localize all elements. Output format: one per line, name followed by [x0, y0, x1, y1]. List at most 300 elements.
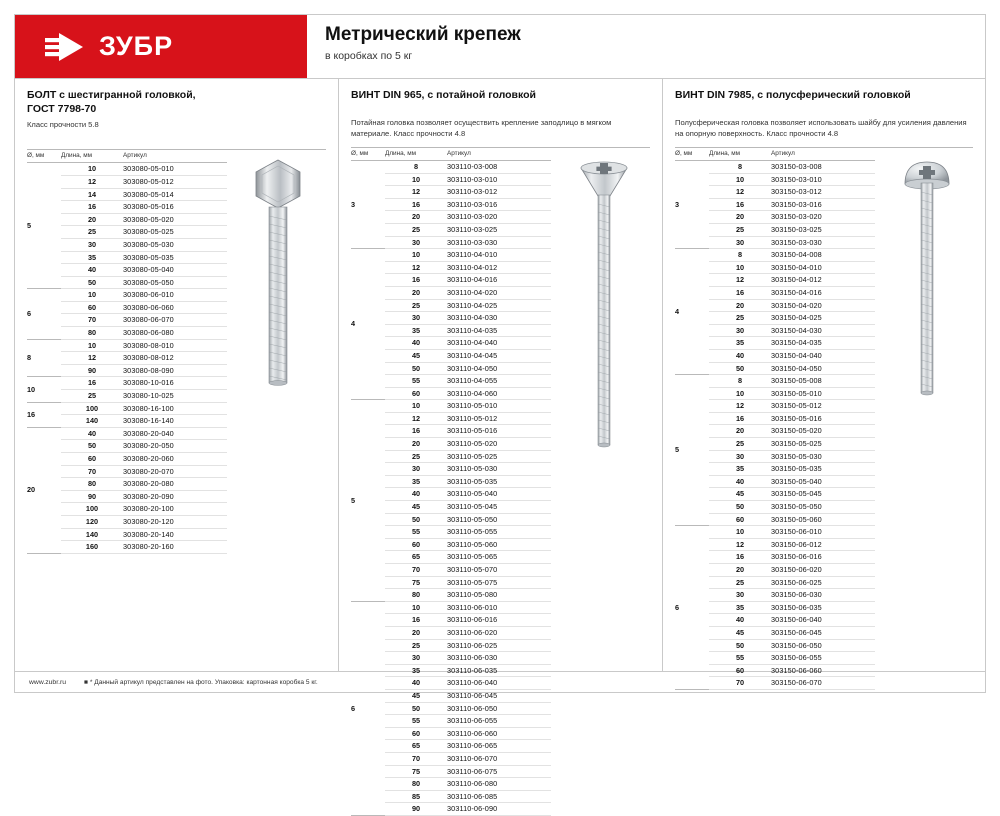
cell-article: 303110-06-060: [447, 727, 551, 740]
spec-table-body: [351, 161, 551, 816]
cell-length: 100: [61, 402, 123, 415]
cell-diameter: 3: [675, 161, 709, 249]
cell-length: 60: [61, 301, 123, 314]
cell-length: 16: [385, 425, 447, 438]
cell-length: 12: [61, 175, 123, 188]
cell-article: 303080-05-016: [123, 201, 227, 214]
column-title: [27, 88, 326, 116]
column-title-line1: ВИНТ DIN 7985, с полусферический головкой: [675, 89, 911, 101]
footer-note-text: * Данный артикул представлен на фото. Упаковка: картонная коробка 5 кг.: [89, 678, 318, 686]
column-description: Класс прочности 5.8: [27, 120, 99, 130]
cell-diameter: 6: [27, 289, 61, 339]
cell-article: 303110-05-035: [447, 475, 551, 488]
cell-length: 25: [385, 450, 447, 463]
cell-length: 70: [385, 752, 447, 765]
cell-length: 25: [61, 226, 123, 239]
cell-article: 303080-05-025: [123, 226, 227, 239]
cell-length: 10: [61, 339, 123, 352]
cell-article: 303150-04-010: [771, 261, 875, 274]
cell-length: 25: [61, 390, 123, 403]
cell-article: 303150-06-035: [771, 601, 875, 614]
cell-article: 303110-05-060: [447, 538, 551, 551]
cell-length: 90: [61, 490, 123, 503]
cell-length: 45: [385, 501, 447, 514]
table-row: [351, 601, 551, 614]
cell-length: 50: [709, 501, 771, 514]
table-row: [351, 161, 551, 174]
cell-diameter: 16: [27, 402, 61, 427]
cell-article: 303150-03-025: [771, 223, 875, 236]
cell-length: 12: [385, 186, 447, 199]
cell-article: 303110-04-035: [447, 324, 551, 337]
table-header-row: [351, 148, 551, 161]
cell-article: 303110-06-030: [447, 652, 551, 665]
cell-length: 65: [385, 740, 447, 753]
cell-length: 20: [385, 626, 447, 639]
cell-length: 20: [709, 564, 771, 577]
cell-length: 90: [385, 803, 447, 816]
cell-article: 303080-20-120: [123, 515, 227, 528]
table-header-row: [675, 148, 875, 161]
cell-length: 8: [709, 375, 771, 388]
cell-article: 303110-03-025: [447, 223, 551, 236]
header-length: Длина, мм: [385, 148, 447, 161]
cell-article: 303150-06-070: [771, 677, 875, 690]
cell-length: 40: [61, 264, 123, 277]
cell-diameter: 5: [27, 163, 61, 289]
cell-length: 25: [709, 223, 771, 236]
spec-table-din965: [351, 148, 551, 816]
cell-length: 40: [385, 488, 447, 501]
cell-article: 303110-06-045: [447, 689, 551, 702]
cell-article: 303150-03-010: [771, 173, 875, 186]
cell-length: 20: [61, 213, 123, 226]
cell-length: 45: [709, 488, 771, 501]
cell-length: 25: [385, 639, 447, 652]
cell-article: 303110-05-045: [447, 501, 551, 514]
cell-article: 303080-20-050: [123, 440, 227, 453]
cell-length: 35: [385, 324, 447, 337]
cell-article: 303110-06-075: [447, 765, 551, 778]
cell-article: 303150-05-035: [771, 463, 875, 476]
cell-length: 50: [709, 362, 771, 375]
column-screw-din965: [339, 79, 663, 814]
cell-length: 14: [61, 188, 123, 201]
cell-diameter: 4: [351, 249, 385, 400]
cell-article: 303080-16-100: [123, 402, 227, 415]
cell-article: 303080-20-080: [123, 478, 227, 491]
cell-length: 75: [385, 765, 447, 778]
cell-length: 20: [709, 299, 771, 312]
cell-article: 303150-04-050: [771, 362, 875, 375]
cell-length: 35: [709, 601, 771, 614]
cell-article: 303150-05-016: [771, 412, 875, 425]
cell-length: 16: [385, 198, 447, 211]
spec-table-body: [27, 163, 227, 553]
cell-length: 10: [385, 400, 447, 413]
cell-diameter: 6: [675, 526, 709, 690]
cell-article: 303150-05-008: [771, 375, 875, 388]
cell-article: 303080-08-010: [123, 339, 227, 352]
cell-article: 303110-04-060: [447, 387, 551, 400]
cell-article: 303110-05-020: [447, 438, 551, 451]
cell-article: 303080-06-070: [123, 314, 227, 327]
header-article: Артикул: [123, 150, 227, 163]
cell-article: 303150-04-025: [771, 312, 875, 325]
cell-length: 60: [709, 513, 771, 526]
cell-article: 303080-06-010: [123, 289, 227, 302]
cell-length: 16: [709, 412, 771, 425]
hex-head-bolt-image: [244, 158, 312, 393]
cell-length: 50: [385, 702, 447, 715]
cell-length: 30: [709, 589, 771, 602]
cell-length: 30: [709, 450, 771, 463]
cell-article: 303080-05-020: [123, 213, 227, 226]
cell-length: 20: [385, 286, 447, 299]
header-diameter: Ø, мм: [675, 148, 709, 161]
cell-length: 70: [709, 677, 771, 690]
cell-diameter: 5: [351, 400, 385, 602]
spec-table-bolt: [27, 150, 227, 553]
cell-length: 80: [61, 327, 123, 340]
cell-length: 10: [61, 289, 123, 302]
cell-article: 303150-06-045: [771, 626, 875, 639]
cell-article: 303080-20-140: [123, 528, 227, 541]
cell-length: 80: [385, 778, 447, 791]
cell-length: 120: [61, 515, 123, 528]
cell-length: 40: [709, 349, 771, 362]
cell-article: 303110-03-010: [447, 173, 551, 186]
cell-article: 303110-03-008: [447, 161, 551, 174]
cell-article: 303150-03-012: [771, 186, 875, 199]
cell-length: 55: [385, 526, 447, 539]
cell-article: 303110-05-012: [447, 412, 551, 425]
cell-length: 40: [385, 337, 447, 350]
cell-length: 16: [709, 551, 771, 564]
spec-table-din7985: [675, 148, 875, 690]
cell-length: 65: [385, 551, 447, 564]
table-row: [27, 163, 227, 176]
cell-length: 12: [709, 186, 771, 199]
cell-article: 303080-16-140: [123, 415, 227, 428]
cell-article: 303110-04-055: [447, 375, 551, 388]
table-row: [351, 400, 551, 413]
brand-name: ЗУБР: [99, 31, 174, 61]
cell-length: 35: [61, 251, 123, 264]
cell-article: 303150-06-020: [771, 564, 875, 577]
cell-article: 303110-05-080: [447, 589, 551, 602]
cell-article: 303110-06-070: [447, 752, 551, 765]
cell-article: 303110-04-025: [447, 299, 551, 312]
cell-article: 303150-05-040: [771, 475, 875, 488]
cell-length: 50: [61, 440, 123, 453]
cell-article: 303110-06-080: [447, 778, 551, 791]
cell-length: 12: [385, 261, 447, 274]
cell-article: 303110-06-055: [447, 715, 551, 728]
cell-length: 25: [709, 438, 771, 451]
cell-article: 303110-05-065: [447, 551, 551, 564]
cell-article: 303150-06-030: [771, 589, 875, 602]
header-length: Длина, мм: [61, 150, 123, 163]
cell-diameter: 6: [351, 601, 385, 815]
spec-table-body: [675, 161, 875, 690]
cell-length: 50: [709, 639, 771, 652]
cell-length: 70: [61, 314, 123, 327]
cell-article: 303150-03-008: [771, 161, 875, 174]
header-length: Длина, мм: [709, 148, 771, 161]
cell-length: 20: [709, 425, 771, 438]
cell-article: 303110-03-020: [447, 211, 551, 224]
cell-article: 303150-06-016: [771, 551, 875, 564]
cell-length: 60: [385, 538, 447, 551]
cell-article: 303150-05-060: [771, 513, 875, 526]
cell-length: 50: [61, 276, 123, 289]
cell-article: 303110-03-030: [447, 236, 551, 249]
cell-article: 303110-03-016: [447, 198, 551, 211]
cell-diameter: 10: [27, 377, 61, 402]
cell-article: 303150-04-016: [771, 286, 875, 299]
cell-length: 45: [709, 626, 771, 639]
cell-article: 303110-04-050: [447, 362, 551, 375]
cell-article: 303150-04-030: [771, 324, 875, 337]
cell-length: 25: [709, 576, 771, 589]
cell-article: 303110-05-070: [447, 564, 551, 577]
cell-length: 30: [385, 463, 447, 476]
cell-length: 10: [61, 163, 123, 176]
cell-article: 303110-05-050: [447, 513, 551, 526]
cell-length: 160: [61, 541, 123, 554]
cell-length: 35: [385, 475, 447, 488]
cell-length: 100: [61, 503, 123, 516]
cell-length: 16: [385, 274, 447, 287]
cell-article: 303110-05-016: [447, 425, 551, 438]
cell-article: 303150-04-035: [771, 337, 875, 350]
cell-length: 10: [709, 261, 771, 274]
pan-head-philips-screw-image: [899, 154, 957, 409]
header-article: Артикул: [771, 148, 875, 161]
column-description: Полусферическая головка позволяет использовать шайбу для усиления давления на опорную поверхность. Класс прочности 4.8: [675, 118, 967, 138]
column-table-wrap: [27, 150, 326, 671]
cell-length: 40: [709, 475, 771, 488]
cell-article: 303150-06-010: [771, 526, 875, 539]
cell-article: 303110-05-055: [447, 526, 551, 539]
cell-length: 80: [61, 478, 123, 491]
cell-article: 303080-05-035: [123, 251, 227, 264]
table-row: [27, 377, 227, 390]
cell-length: 10: [709, 173, 771, 186]
cell-length: 30: [385, 652, 447, 665]
cell-length: 10: [385, 249, 447, 262]
cell-article: 303110-06-085: [447, 790, 551, 803]
cell-article: 303080-05-014: [123, 188, 227, 201]
cell-length: 12: [709, 538, 771, 551]
cell-article: 303150-05-020: [771, 425, 875, 438]
cell-length: 60: [385, 727, 447, 740]
table-row: [27, 402, 227, 415]
cell-length: 12: [709, 274, 771, 287]
cell-article: 303080-10-025: [123, 390, 227, 403]
cell-article: 303150-05-012: [771, 400, 875, 413]
brand-block: [15, 15, 307, 78]
cell-article: 303110-04-020: [447, 286, 551, 299]
header-diameter: Ø, мм: [351, 148, 385, 161]
header-titles: [307, 15, 985, 78]
cell-length: 16: [709, 198, 771, 211]
zubr-arrow-icon: [45, 31, 87, 63]
cell-article: 303150-06-012: [771, 538, 875, 551]
cell-article: 303080-20-070: [123, 465, 227, 478]
cell-length: 80: [385, 589, 447, 602]
cell-article: 303150-04-040: [771, 349, 875, 362]
cell-length: 16: [61, 377, 123, 390]
column-table-wrap: [675, 148, 973, 688]
cell-article: 303080-06-080: [123, 327, 227, 340]
cell-article: 303080-20-160: [123, 541, 227, 554]
cell-article: 303110-06-090: [447, 803, 551, 816]
header-article: Артикул: [447, 148, 551, 161]
cell-article: 303150-05-030: [771, 450, 875, 463]
cell-article: 303110-04-012: [447, 261, 551, 274]
cell-article: 303150-06-040: [771, 614, 875, 627]
cell-article: 303150-04-012: [771, 274, 875, 287]
cell-article: 303110-04-010: [447, 249, 551, 262]
cell-length: 20: [709, 211, 771, 224]
cell-length: 35: [709, 337, 771, 350]
column-title-line1: БОЛТ с шестигранной головкой,: [27, 89, 196, 101]
cell-length: 30: [709, 324, 771, 337]
cell-length: 60: [709, 664, 771, 677]
header-diameter: Ø, мм: [27, 150, 61, 163]
cell-article: 303080-05-012: [123, 175, 227, 188]
cell-length: 60: [61, 453, 123, 466]
cell-length: 8: [709, 161, 771, 174]
cell-article: 303110-06-035: [447, 664, 551, 677]
table-row: [27, 339, 227, 352]
cell-article: 303080-08-090: [123, 364, 227, 377]
cell-article: 303150-06-050: [771, 639, 875, 652]
cell-length: 25: [385, 299, 447, 312]
cell-article: 303150-05-050: [771, 501, 875, 514]
cell-article: 303080-05-050: [123, 276, 227, 289]
column-title-line1: ВИНТ DIN 965, с потайной головкой: [351, 89, 536, 101]
table-row: [675, 161, 875, 174]
column-screw-din7985: [663, 79, 985, 688]
cell-article: 303110-04-045: [447, 349, 551, 362]
cell-length: 30: [385, 312, 447, 325]
cell-article: 303150-04-008: [771, 249, 875, 262]
cell-article: 303110-06-050: [447, 702, 551, 715]
cell-length: 60: [385, 387, 447, 400]
cell-article: 303150-05-010: [771, 387, 875, 400]
cell-article: 303080-20-100: [123, 503, 227, 516]
cell-length: 70: [385, 564, 447, 577]
cell-article: 303150-04-020: [771, 299, 875, 312]
cell-length: 25: [385, 223, 447, 236]
cell-article: 303110-06-016: [447, 614, 551, 627]
page-header: [15, 15, 985, 79]
page-title: Метрический крепеж: [325, 24, 521, 45]
cell-article: 303110-05-025: [447, 450, 551, 463]
cell-length: 75: [385, 576, 447, 589]
countersunk-philips-screw-image: [576, 154, 634, 459]
table-row: [675, 375, 875, 388]
cell-article: 303080-05-040: [123, 264, 227, 277]
cell-length: 30: [709, 236, 771, 249]
cell-length: 45: [385, 349, 447, 362]
cell-article: 303110-03-012: [447, 186, 551, 199]
cell-length: 12: [709, 400, 771, 413]
cell-length: 140: [61, 415, 123, 428]
cell-length: 25: [709, 312, 771, 325]
cell-article: 303150-03-020: [771, 211, 875, 224]
cell-article: 303150-06-055: [771, 652, 875, 665]
column-description: Потайная головка позволяет осуществить крепление заподлицо в мягком материале. Класс прочности 4.8: [351, 118, 612, 138]
cell-article: 303110-06-010: [447, 601, 551, 614]
footer-note-marker: ■: [84, 678, 89, 686]
column-bolt-gost7798: [15, 79, 339, 671]
cell-article: 303080-20-060: [123, 453, 227, 466]
cell-length: 10: [385, 173, 447, 186]
cell-length: 20: [385, 211, 447, 224]
cell-article: 303080-08-012: [123, 352, 227, 365]
cell-length: 140: [61, 528, 123, 541]
table-row: [27, 427, 227, 440]
cell-article: 303080-05-030: [123, 238, 227, 251]
cell-length: 16: [61, 201, 123, 214]
cell-article: 303080-05-010: [123, 163, 227, 176]
cell-length: 40: [385, 677, 447, 690]
footer-website[interactable]: www.zubr.ru: [29, 678, 67, 686]
cell-article: 303110-06-065: [447, 740, 551, 753]
cell-length: 10: [709, 387, 771, 400]
cell-length: 10: [709, 526, 771, 539]
cell-length: 50: [385, 513, 447, 526]
cell-length: 16: [709, 286, 771, 299]
cell-article: 303150-05-045: [771, 488, 875, 501]
cell-length: 35: [385, 664, 447, 677]
cell-diameter: 20: [27, 427, 61, 553]
column-title: [351, 88, 650, 114]
cell-article: 303150-05-025: [771, 438, 875, 451]
cell-length: 8: [709, 249, 771, 262]
cell-article: 303110-06-020: [447, 626, 551, 639]
column-title-line2: ГОСТ 7798-70: [27, 103, 97, 116]
cell-length: 16: [385, 614, 447, 627]
cell-length: 55: [385, 715, 447, 728]
cell-length: 40: [61, 427, 123, 440]
column-title: [675, 88, 973, 114]
cell-article: 303110-05-040: [447, 488, 551, 501]
cell-length: 10: [385, 601, 447, 614]
cell-length: 55: [385, 375, 447, 388]
cell-article: 303080-06-060: [123, 301, 227, 314]
cell-length: 45: [385, 689, 447, 702]
cell-diameter: 4: [675, 249, 709, 375]
cell-length: 12: [385, 412, 447, 425]
column-table-wrap: [351, 148, 650, 814]
catalog-sheet: [14, 14, 986, 814]
cell-article: 303110-06-040: [447, 677, 551, 690]
cell-article: 303110-04-016: [447, 274, 551, 287]
cell-length: 30: [61, 238, 123, 251]
cell-article: 303150-06-060: [771, 664, 875, 677]
cell-article: 303110-05-030: [447, 463, 551, 476]
cell-article: 303150-03-016: [771, 198, 875, 211]
table-row: [351, 249, 551, 262]
cell-length: 35: [709, 463, 771, 476]
cell-diameter: 8: [27, 339, 61, 377]
table-row: [675, 526, 875, 539]
